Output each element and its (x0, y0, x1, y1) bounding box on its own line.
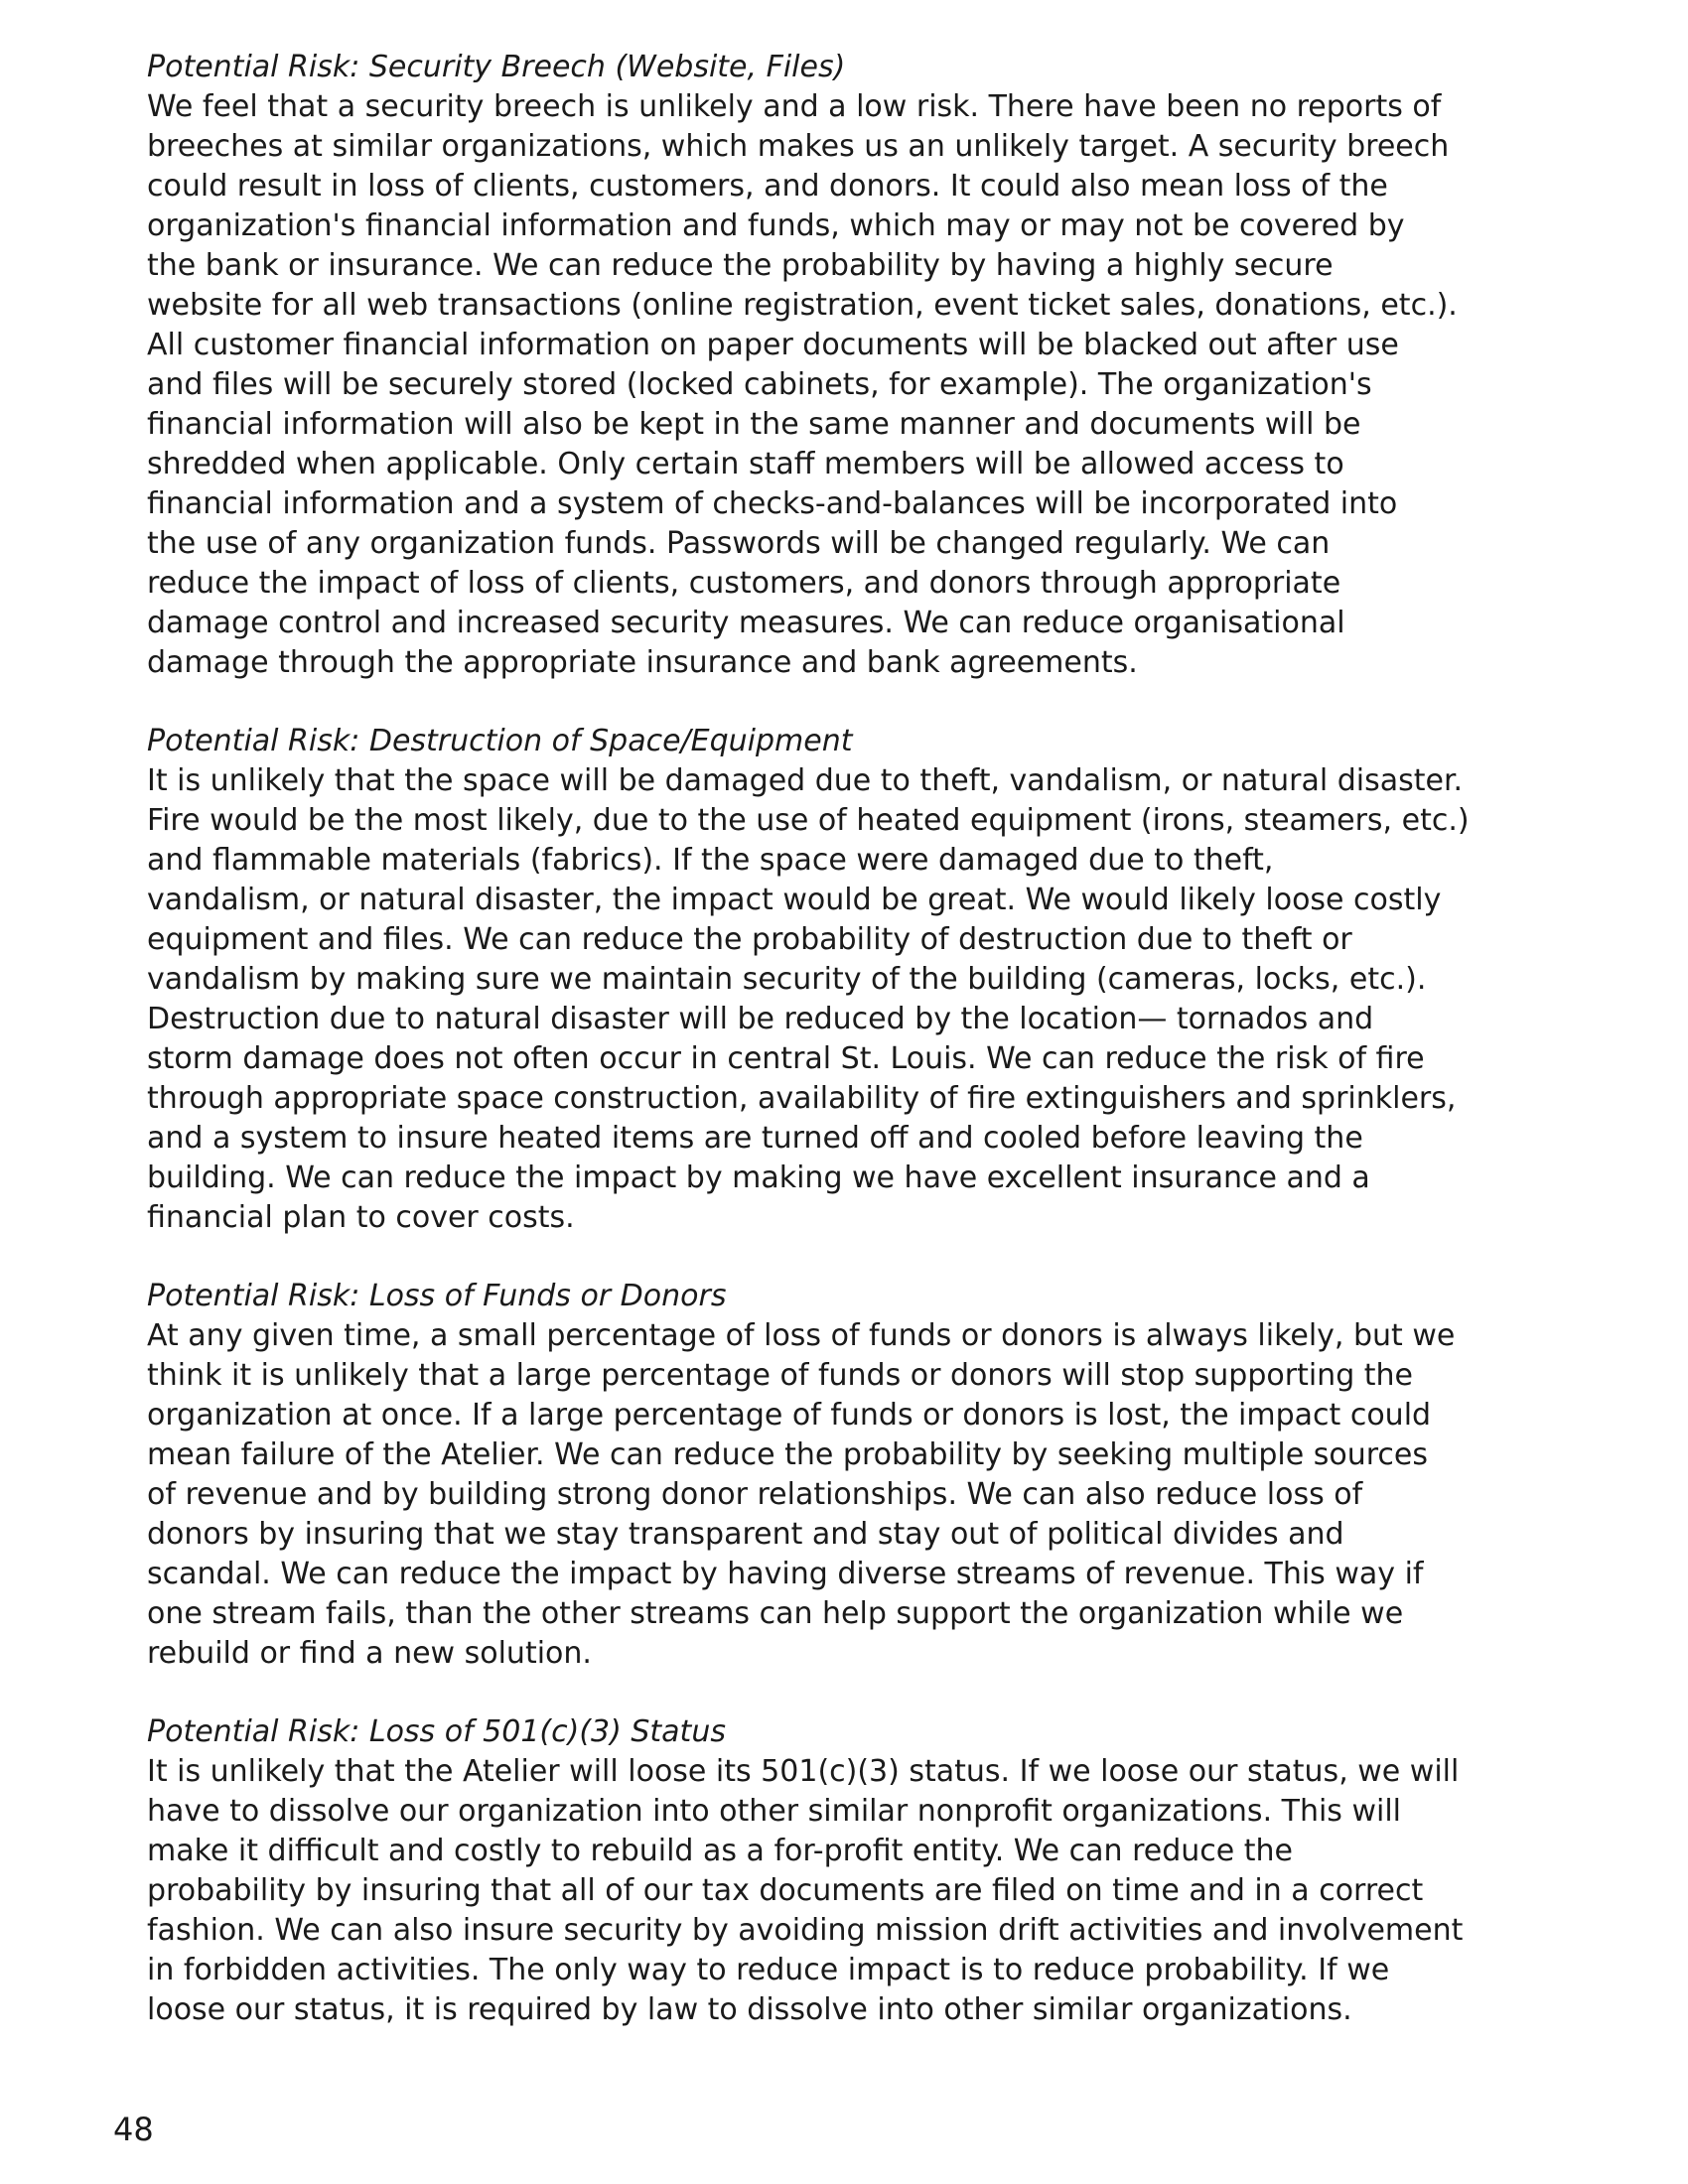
page-number: 48 (113, 2111, 154, 2148)
text-line: think it is unlikely that a large percentage of funds or donors will stop supporting the (147, 1358, 1413, 1393)
text-line: financial plan to cover costs. (147, 1200, 575, 1235)
text-line: equipment and files. We can reduce the probability of destruction due to theft or (147, 922, 1352, 957)
text-line: damage control and increased security measures. We can reduce organisational (147, 606, 1345, 640)
text-line: reduce the impact of loss of clients, customers, and donors through appropriate (147, 566, 1341, 601)
text-line: probability by insuring that all of our tax documents are filed on time and in a correct (147, 1873, 1424, 1908)
text-line: through appropriate space construction, availability of fire extinguishers and sprinklers, (147, 1081, 1457, 1116)
section-body (147, 1316, 1557, 1674)
text-line: website for all web transactions (online registration, event ticket sales, donations, etc.). (147, 288, 1458, 323)
section-body (147, 1752, 1557, 2030)
text-line: building. We can reduce the impact by making we have excellent insurance and a (147, 1160, 1370, 1195)
risk-section-destruction-of-space (147, 722, 1557, 1238)
text-line: the bank or insurance. We can reduce the probability by having a highly secure (147, 248, 1334, 283)
text-line: scandal. We can reduce the impact by having diverse streams of revenue. This way if (147, 1557, 1424, 1591)
risk-section-loss-of-funds (147, 1277, 1557, 1674)
text-line: rebuild or find a new solution. (147, 1636, 592, 1671)
section-heading: Potential Risk: Security Breech (Website, Files) (147, 50, 846, 84)
text-line: shredded when applicable. Only certain staff members will be allowed access to (147, 447, 1344, 481)
text-line: It is unlikely that the Atelier will loose its 501(c)(3) status. If we loose our status, we will (147, 1754, 1460, 1789)
text-line: financial information and a system of checks-and-balances will be incorporated into (147, 486, 1398, 521)
section-body (147, 87, 1557, 683)
text-line: vandalism by making sure we maintain security of the building (cameras, locks, etc.). (147, 962, 1427, 997)
text-line: have to dissolve our organization into other similar nonprofit organizations. This will (147, 1794, 1402, 1829)
text-line: one stream fails, than the other streams can help support the organization while we (147, 1596, 1404, 1631)
section-body (147, 761, 1557, 1238)
section-heading: Potential Risk: Loss of 501(c)(3) Status (147, 1714, 726, 1749)
text-line: storm damage does not often occur in central St. Louis. We can reduce the risk of fire (147, 1041, 1425, 1076)
text-line: organization's financial information and funds, which may or may not be covered by (147, 208, 1405, 243)
text-line: It is unlikely that the space will be damaged due to theft, vandalism, or natural disaster. (147, 763, 1464, 798)
text-line: financial information will also be kept in the same manner and documents will be (147, 407, 1361, 442)
text-line: All customer financial information on paper documents will be blacked out after use (147, 328, 1399, 362)
text-line: damage through the appropriate insurance and bank agreements. (147, 645, 1138, 680)
text-line: mean failure of the Atelier. We can reduce the probability by seeking multiple sources (147, 1437, 1428, 1472)
text-line: breeches at similar organizations, which makes us an unlikely target. A security breech (147, 129, 1450, 164)
text-line: of revenue and by building strong donor relationships. We can also reduce loss of (147, 1477, 1363, 1512)
text-line: could result in loss of clients, customers, and donors. It could also mean loss of the (147, 169, 1388, 204)
text-line: in forbidden activities. The only way to reduce impact is to reduce probability. If we (147, 1953, 1390, 1987)
text-line: donors by insuring that we stay transparent and stay out of political divides and (147, 1517, 1344, 1552)
text-line: and a system to insure heated items are turned off and cooled before leaving the (147, 1121, 1363, 1156)
text-line: Fire would be the most likely, due to the use of heated equipment (irons, steamers, etc.) (147, 803, 1470, 838)
risk-section-loss-of-501c3 (147, 1712, 1557, 2030)
text-line: and flammable materials (fabrics). If the space were damaged due to theft, (147, 843, 1274, 878)
text-line: make it difficult and costly to rebuild as a for-profit entity. We can reduce the (147, 1834, 1294, 1868)
risk-section-security-breech (147, 48, 1557, 683)
text-line: and files will be securely stored (locked cabinets, for example). The organization's (147, 367, 1372, 402)
text-line: the use of any organization funds. Passwords will be changed regularly. We can (147, 526, 1331, 561)
text-line: vandalism, or natural disaster, the impact would be great. We would likely loose costly (147, 883, 1442, 917)
section-heading: Potential Risk: Loss of Funds or Donors (147, 1279, 727, 1313)
text-line: fashion. We can also insure security by avoiding mission drift activities and involvement (147, 1913, 1464, 1948)
text-line: Destruction due to natural disaster will be reduced by the location— tornados and (147, 1002, 1374, 1036)
section-heading: Potential Risk: Destruction of Space/Equipment (147, 724, 853, 758)
text-line: loose our status, it is required by law to dissolve into other similar organizations. (147, 1992, 1352, 2027)
text-line: organization at once. If a large percentage of funds or donors is lost, the impact could (147, 1398, 1432, 1433)
text-line: At any given time, a small percentage of loss of funds or donors is always likely, but we (147, 1318, 1456, 1353)
text-line: We feel that a security breech is unlikely and a low risk. There have been no reports of (147, 89, 1442, 124)
document-page (147, 48, 1557, 2069)
